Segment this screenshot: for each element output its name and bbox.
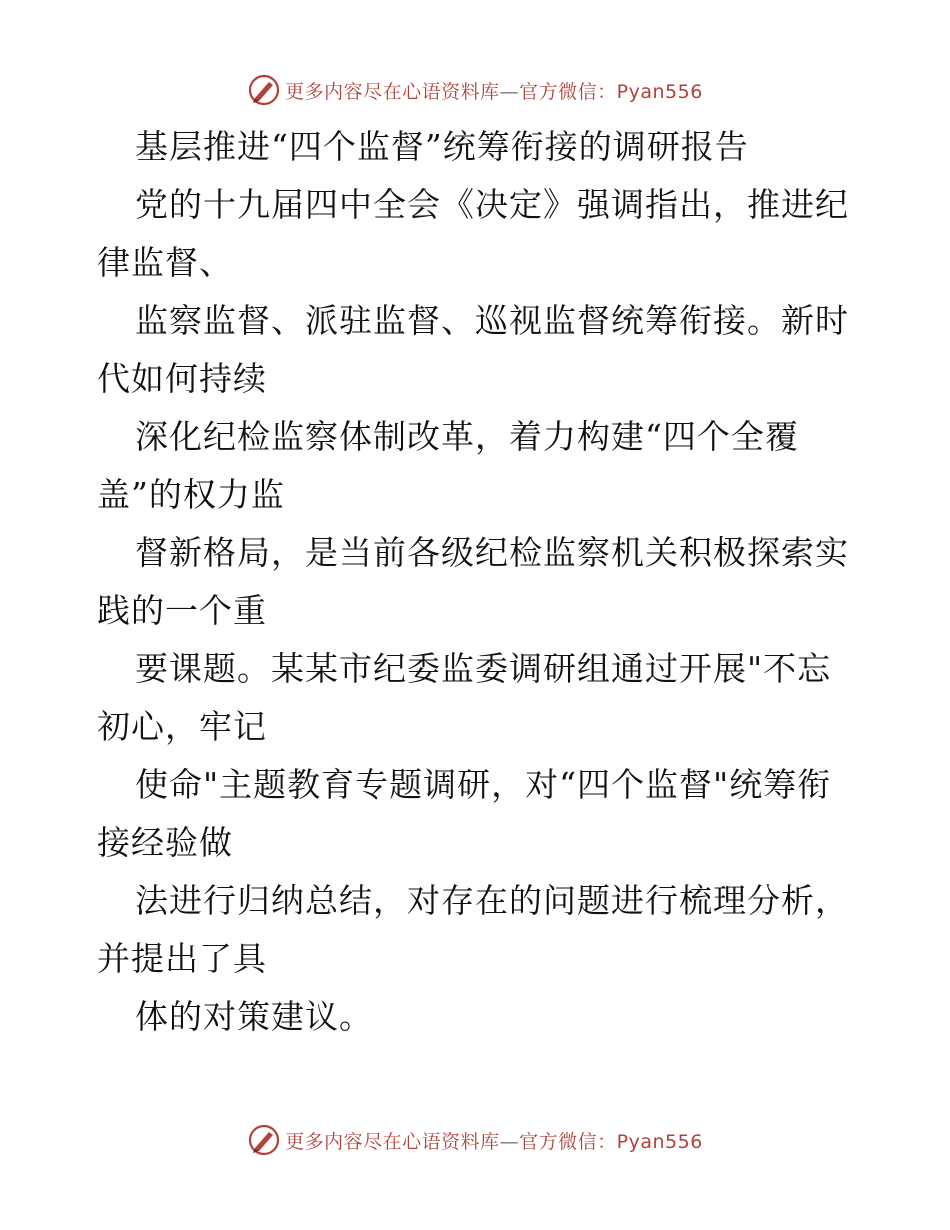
paragraph-line: 要课题。某某市纪委监委调研组通过开展"不忘 (135, 649, 832, 688)
paragraph-line: 使命"主题教育专题调研，对“四个监督"统筹衔 (135, 765, 832, 804)
paragraph-line: 践的一个重 (97, 591, 267, 630)
paragraph-line: 代如何持续 (97, 359, 267, 398)
pen-logo-icon (247, 1123, 281, 1157)
paragraph-line: 初心，牢记 (97, 707, 267, 746)
paragraph-line: 深化纪检监察体制改革，着力构建“四个全覆 (135, 417, 799, 456)
paragraph-line: 监察监督、派驻监督、巡视监督统筹衔接。新时 (135, 301, 849, 340)
pen-logo-icon (247, 73, 281, 107)
paragraph-line: 盖”的权力监 (97, 475, 285, 514)
document-title: 基层推进“四个监督”统筹衔接的调研报告 (135, 127, 749, 166)
paragraph-line: 体的对策建议。 (135, 997, 373, 1036)
banner-text: 更多内容尽在心语资料库—官方微信：Pyan556 (285, 80, 703, 103)
paragraph-line: 并提出了具 (97, 939, 267, 978)
header-banner (0, 70, 950, 110)
document-body (97, 118, 857, 1046)
footer-banner (0, 1120, 950, 1160)
paragraph-line: 法进行归纳总结，对存在的问题进行梳理分析， (135, 881, 849, 920)
paragraph-line: 接经验做 (97, 823, 233, 862)
paragraph-line: 督新格局，是当前各级纪检监察机关积极探索实 (135, 533, 849, 572)
banner-text: 更多内容尽在心语资料库—官方微信：Pyan556 (285, 1130, 703, 1153)
paragraph-line: 律监督、 (97, 243, 233, 282)
paragraph-line: 党的十九届四中全会《决定》强调指出，推进纪 (135, 185, 849, 224)
